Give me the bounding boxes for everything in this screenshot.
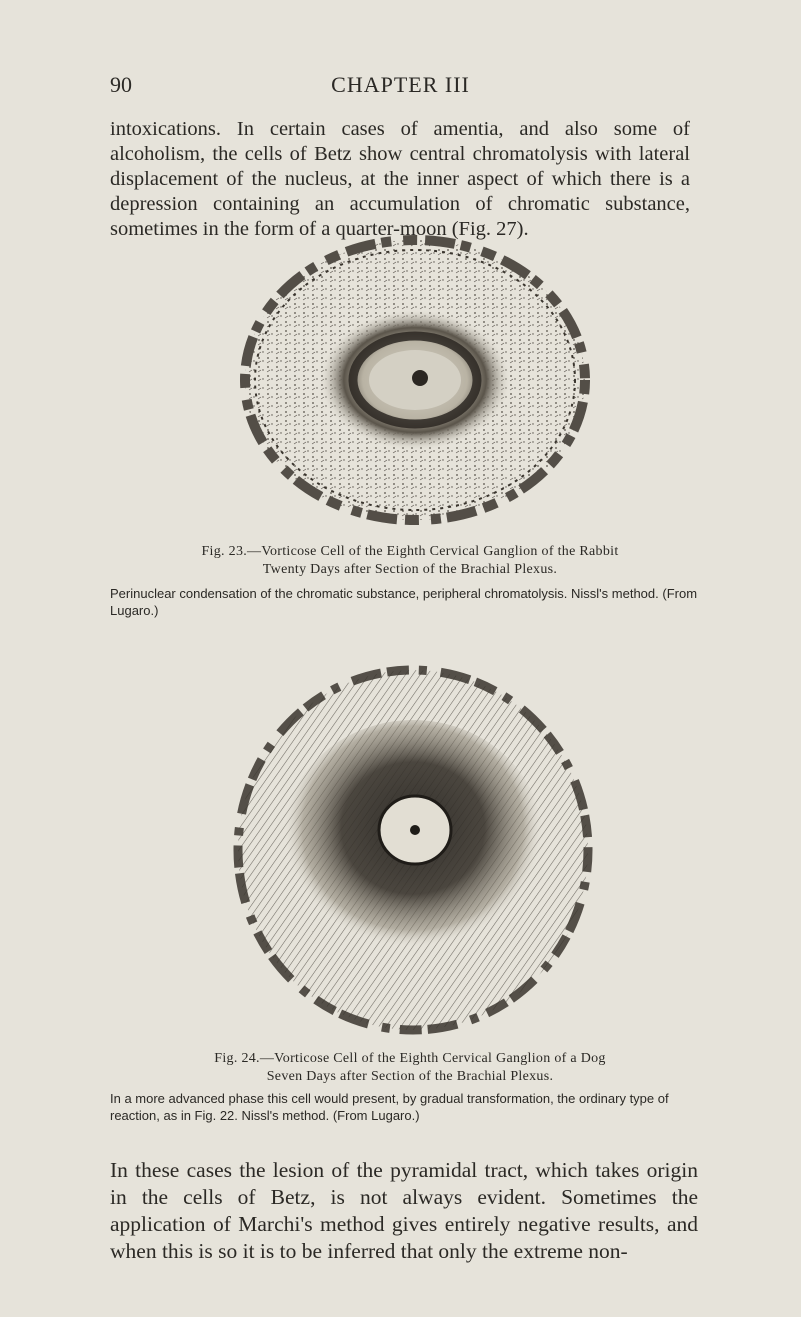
figure-24-title bbox=[110, 1050, 710, 1086]
figure-24-title-line1: Fig. 24.—Vorticose Cell of the Eighth Cervical Ganglion of a Dog bbox=[214, 1051, 606, 1066]
chapter-title: CHAPTER III bbox=[331, 72, 470, 97]
running-header bbox=[0, 72, 801, 102]
figure-23-description: Perinuclear condensation of the chromatic substance, peripheral chromatolysis. Nissl's method. (From Lugaro.) bbox=[110, 586, 698, 618]
body-paragraph-top: intoxications. In certain cases of amentia, and also some of alcoholism, the cells of Betz show central chromatolysis with lateral displacement of the nucleus, at the inner aspect of which there is a depression containing an accumulation of chromatic substance, sometimes in the form of a quarter-moon (Fig. 27). bbox=[110, 118, 690, 240]
page-number: 90 bbox=[110, 72, 132, 97]
figure-23-title-line1: Fig. 23.—Vorticose Cell of the Eighth Cervical Ganglion of the Rabbit bbox=[201, 544, 619, 559]
figure-24-description: In a more advanced phase this cell would present, by gradual transformation, the ordinary type of reaction, as in Fig. 22. Nissl's method. (From Lugaro.) bbox=[110, 1091, 669, 1123]
figure-24-illustration bbox=[225, 660, 600, 1045]
figure-23-title bbox=[110, 543, 710, 579]
figure-23-title-line2: Twenty Days after Section of the Brachial Plexus. bbox=[262, 562, 558, 577]
body-paragraph-bottom: In these cases the lesion of the pyramidal tract, which takes origin in the cells of Betz, is not always evident. Sometimes the application of Marchi's method gives entirely negative results, and when this is so it is to be inferred that only the extreme non- bbox=[110, 1158, 698, 1263]
figure-24-title-line2: Seven Days after Section of the Brachial Plexus. bbox=[266, 1069, 554, 1084]
figure-23-illustration bbox=[230, 230, 600, 535]
